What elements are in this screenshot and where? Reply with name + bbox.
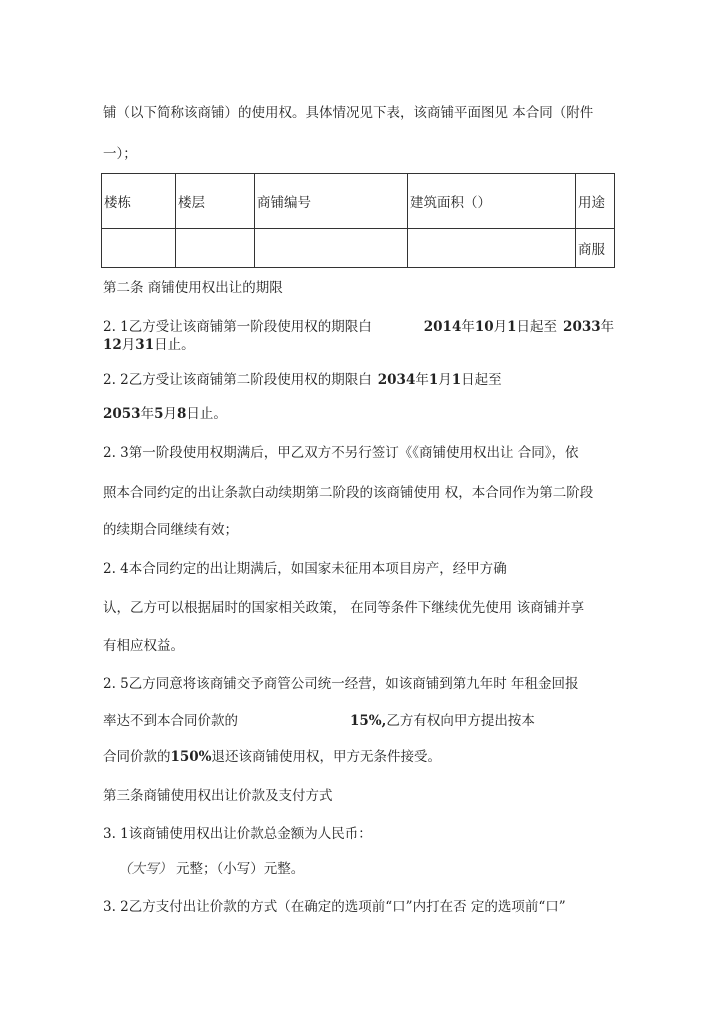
date-unit: 月	[121, 337, 136, 353]
clause-text: 本合同约定的出让期满后，如国家未征用本项目房产，经甲方确	[128, 561, 507, 577]
date-day: 31	[135, 337, 155, 353]
clause-2-2-line-2	[103, 405, 227, 423]
header-floor: 楼层	[176, 174, 255, 229]
clause-3-1	[103, 825, 372, 843]
percentage: 150%	[170, 749, 212, 765]
intro-line-2: 一）；	[103, 146, 137, 162]
header-usage: 用途	[576, 174, 615, 229]
date-year: 2034	[377, 372, 416, 388]
clause-number: 2. 4	[103, 561, 129, 577]
price-line	[118, 860, 304, 878]
clause-text: 日止。	[154, 337, 195, 353]
date-month: 12	[103, 337, 122, 353]
date-unit: 月	[493, 319, 508, 335]
header-building: 楼栋	[102, 174, 176, 229]
clause-text: 乙方受让该商铺第二阶段使用权的期限白	[128, 372, 372, 388]
percentage: 15%,	[350, 713, 387, 729]
clause-number: 2. 2	[103, 372, 129, 388]
clause-text: 乙方同意将该商铺交予商管公司统一经营，如该商铺到第九年时 年租金回报	[128, 676, 579, 692]
cell-building	[102, 229, 176, 268]
clause-2-3-line-3: 的续期合同继续有效；	[103, 522, 238, 538]
clause-text: 该商铺使用权出让价款总金额为人民币：	[128, 826, 372, 842]
clause-2-3-line-1	[103, 444, 579, 462]
article-3-title: 第三条商铺使用权出让价款及支付方式	[103, 788, 333, 804]
cell-shop-number	[255, 229, 408, 268]
clause-text: 合同价款的	[103, 749, 171, 765]
clause-text: 率达不到本合同价款的	[103, 713, 238, 729]
clause-number: 3. 1	[103, 826, 129, 842]
date-day: 8	[176, 406, 187, 422]
cell-area	[408, 229, 576, 268]
price-text: 元整；（小写）元整。	[176, 861, 305, 877]
table-row	[102, 229, 615, 268]
date-day: 1	[451, 372, 462, 388]
header-area: 建筑面积（）	[408, 174, 576, 229]
clause-2-4-line-2: 认，乙方可以根据届时的国家相关政策， 在同等条件下继续优先使用 该商铺并享	[103, 600, 585, 616]
table-header-row	[102, 174, 615, 229]
clause-number: 2. 1	[103, 319, 129, 335]
date-unit: 月	[163, 406, 177, 422]
clause-2-2-line-1	[103, 371, 502, 389]
date-unit: 年	[461, 319, 475, 335]
date-year: 2053	[103, 406, 141, 422]
clause-number: 3. 2	[103, 899, 129, 915]
date-unit: 年	[600, 319, 615, 335]
shop-info-table	[101, 173, 615, 268]
clause-text: 日起至	[461, 372, 502, 388]
clause-text: 日止。	[186, 406, 227, 422]
date-unit: 年	[140, 406, 155, 422]
clause-number: 2. 5	[103, 676, 129, 692]
header-shop-number: 商铺编号	[255, 174, 408, 229]
cell-floor	[176, 229, 255, 268]
date-year: 2014	[423, 319, 462, 335]
clause-text: 退还该商铺使用权，甲方无条件接受。	[211, 749, 442, 765]
intro-line-1: 铺（以下简称该商铺）的使用权。具体情况见下表，该商铺平面图见 本合同（附件	[103, 105, 594, 121]
clause-3-2	[103, 898, 566, 916]
cell-usage: 商服	[576, 229, 615, 268]
clause-text: 日起至	[516, 319, 558, 335]
clause-2-5-line-3	[103, 748, 441, 766]
date-unit: 月	[438, 372, 452, 388]
clause-2-4-line-1	[103, 560, 507, 578]
clause-2-1-line-2	[103, 336, 195, 354]
date-year: 2033	[563, 319, 601, 335]
clause-2-4-line-3: 有相应权益。	[103, 638, 184, 654]
date-month: 5	[154, 406, 164, 422]
clause-2-5-line-1	[103, 675, 579, 693]
article-2-title: 第二条 商铺使用权出让的期限	[103, 280, 283, 296]
clause-text: 乙方有权向甲方提出按本	[386, 713, 535, 729]
date-day: 1	[507, 319, 517, 335]
clause-text: 第一阶段使用权期满后，甲乙双方不另行签订《《商铺使用权出让 合同》，依	[128, 445, 579, 461]
date-unit: 年	[415, 372, 429, 388]
clause-text: 乙方支付出让价款的方式（在确定的选项前“口”内打在否 定的选项前“口”	[128, 899, 566, 915]
clause-2-1-line-1	[103, 318, 614, 336]
date-month: 10	[474, 319, 494, 335]
clause-2-5-line-2	[103, 712, 535, 730]
clause-text: 乙方受让该商铺第一阶段使用权的期限白	[128, 319, 372, 335]
clause-number: 2. 3	[103, 445, 129, 461]
clause-2-3-line-2: 照本合同约定的出让条款白动续期第二阶段的该商铺使用 权，本合同作为第二阶段	[103, 485, 594, 501]
date-month: 1	[428, 372, 439, 388]
price-capital-label: （大写）	[118, 861, 172, 877]
